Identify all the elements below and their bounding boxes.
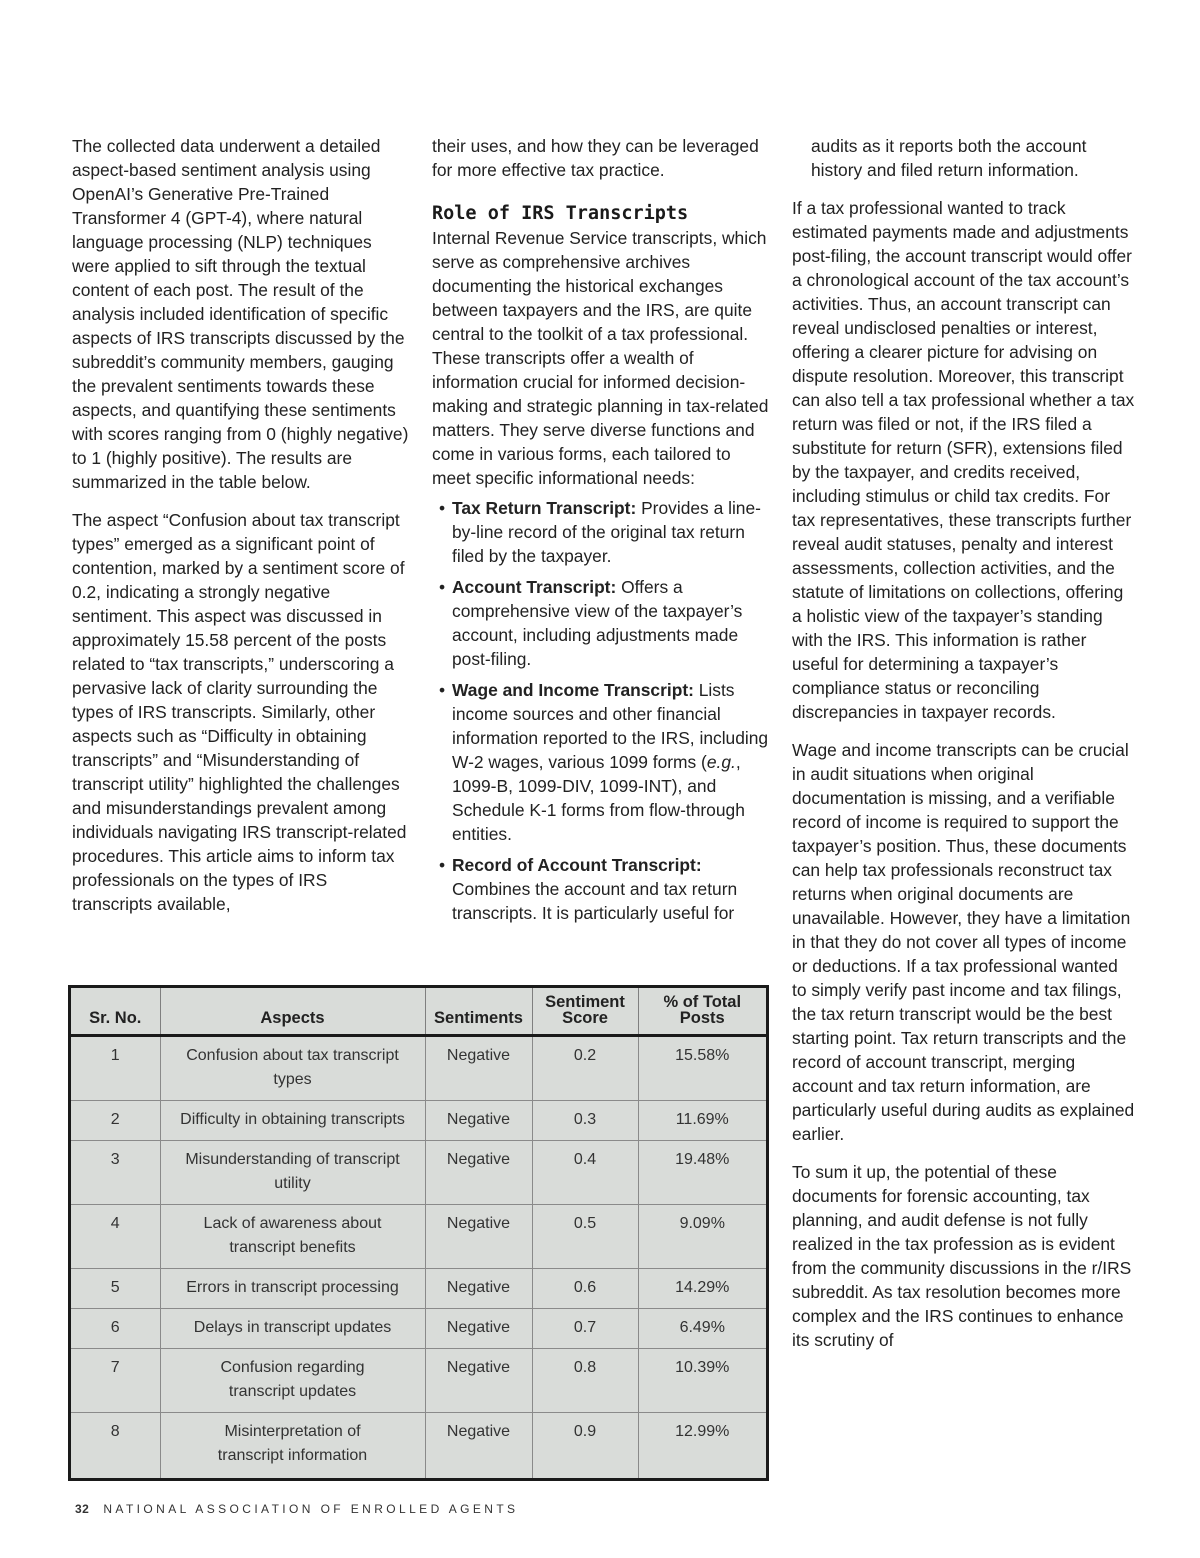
table-cell: Difficulty in obtaining transcripts (160, 1101, 425, 1141)
table-cell: Negative (425, 1101, 532, 1141)
list-item-italic: e.g. (706, 752, 736, 772)
table-cell: 3 (71, 1141, 160, 1205)
table-row (71, 1205, 766, 1269)
body-paragraph: The collected data underwent a detailed aspect-based sentiment analysis using OpenAI’s Generative Pre-Trained Transformer 4 (GPT-4), where natural language processing (NLP) techniques were applied to sift through the textual content of each post. The result of the analysis included identification of specific aspects of IRS transcripts discussed by the subreddit’s community members, gauging the prevalent sentiments towards these aspects, and quantifying these sentiments with scores ranging from 0 (highly negative) to 1 (highly positive). The results are summarized in the table below. (72, 136, 409, 492)
table-cell: Lack of awareness about transcript benefits (160, 1205, 425, 1269)
table-cell: Negative (425, 1349, 532, 1413)
table-cell: Errors in transcript processing (160, 1269, 425, 1309)
sentiment-table-grid (71, 988, 766, 1478)
list-item-term: Record of Account Transcript: (452, 855, 702, 875)
table-row (71, 1309, 766, 1349)
table-cell: Negative (425, 1141, 532, 1205)
table-cell: 4 (71, 1205, 160, 1269)
table-header-row (71, 988, 766, 1036)
table-cell: Negative (425, 1036, 532, 1101)
table-cell: 19.48% (638, 1141, 766, 1205)
table-row (71, 1036, 766, 1101)
table-cell: 10.39% (638, 1349, 766, 1413)
list-item (432, 496, 774, 568)
table-row (71, 1413, 766, 1479)
table-cell: 7 (71, 1349, 160, 1413)
table-cell: 0.9 (532, 1413, 638, 1479)
body-paragraph: To sum it up, the potential of these documents for forensic accounting, tax planning, and audit defense is not fully realized in the tax profession as is evident from the community discussions in the r/IRS subreddit. As tax resolution becomes more complex and the IRS continues to enhance its scrutiny of (792, 1162, 1132, 1350)
table-cell: 6 (71, 1309, 160, 1349)
column-1 (72, 134, 412, 930)
list-item-text: Lists income sources and other financial information reported to the IRS, including W-2 wages, various 1099 forms ( (452, 680, 769, 772)
table-cell: 0.4 (532, 1141, 638, 1205)
bullet-icon: • (439, 855, 446, 875)
table-row (71, 1141, 766, 1205)
column-header: Sr. No. (71, 988, 160, 1036)
body-paragraph: If a tax professional wanted to track estimated payments made and adjustments post-filing, the account transcript would offer a chronological account of the tax account’s activities. Thus, an account transcript can reveal undisclosed penalties or interest, offering a clearer picture for advising on dispute resolution. Moreover, this transcript can also tell a tax professional whether a tax return was filed or not, if the IRS filed a substitute for return (SFR), extensions filed by the taxpayer, and credits received, including stimulus or child tax credits. For tax representatives, these transcripts further reveal audit statuses, penalty and interest assessments, collection activities, and the statute of limitations on collections, offering a holistic view of the taxpayer’s standing with the IRS. This information is rather useful for determining a taxpayer’s compliance status or reconciling discrepancies in taxpayer records. (792, 198, 1135, 722)
table-cell: Negative (425, 1269, 532, 1309)
list-item (432, 575, 774, 671)
body-paragraph: Wage and income transcripts can be crucial in audit situations when original documentation is missing, and a verifiable record of income is required to support the taxpayer’s position. Thus, these documents can help tax professionals reconstruct tax returns when original documents are unavailable. However, they have a limitation in that they do not cover all types of income or deductions. If a tax professional wanted to simply verify past income and tax filings, the tax return transcript would be the best starting point. Tax return transcripts and the record of account transcript, merging account and tax return information, are particularly useful during audits as explained earlier. (792, 740, 1135, 1144)
bullet-icon: • (439, 680, 446, 700)
table-cell: 1 (71, 1036, 160, 1101)
bullet-icon: • (439, 577, 446, 597)
table-cell: 15.58% (638, 1036, 766, 1101)
bullet-icon: • (439, 498, 446, 518)
table-cell: Confusion about tax transcript types (160, 1036, 425, 1101)
table-cell: 12.99% (638, 1413, 766, 1479)
column-3 (792, 134, 1137, 1366)
list-item-term: Wage and Income Transcript: (452, 680, 694, 700)
table-cell: Misunderstanding of transcript utility (160, 1141, 425, 1205)
table-cell: 0.5 (532, 1205, 638, 1269)
table-cell: 11.69% (638, 1101, 766, 1141)
transcript-type-list (432, 496, 774, 925)
table-cell: 0.6 (532, 1269, 638, 1309)
section-heading: Role of IRS Transcripts (432, 203, 689, 224)
publication-name: NATIONAL ASSOCIATION OF ENROLLED AGENTS (103, 1502, 519, 1516)
column-header: Aspects (160, 988, 425, 1036)
table-cell: 0.2 (532, 1036, 638, 1101)
list-item-text: Combines the account and tax return transcripts. It is particularly useful for (452, 879, 738, 923)
list-item-text: , 1099-B, 1099-DIV, 1099-INT), and Schedule K-1 forms from flow-through entities. (452, 752, 745, 844)
table-cell: Negative (425, 1413, 532, 1479)
column-header: % of Total Posts (638, 988, 766, 1036)
list-item (432, 678, 774, 846)
list-item-term: Account Transcript: (452, 577, 617, 597)
table-cell: Confusion regarding transcript updates (160, 1349, 425, 1413)
list-item-text: Provides a line-by-line record of the original tax return filed by the taxpayer. (452, 498, 761, 566)
table-cell: 6.49% (638, 1309, 766, 1349)
list-item-text: Offers a comprehensive view of the taxpayer’s account, including adjustments made post-filing. (452, 577, 743, 669)
body-paragraph: audits as it reports both the account history and filed return information. (811, 136, 1087, 180)
table-row (71, 1269, 766, 1309)
table-row (71, 1349, 766, 1413)
page-footer (75, 1502, 518, 1516)
column-2 (432, 134, 774, 932)
sentiment-table (68, 985, 769, 1481)
table-row (71, 1101, 766, 1141)
list-item-term: Tax Return Transcript: (452, 498, 637, 518)
table-cell: Negative (425, 1205, 532, 1269)
table-cell: 0.8 (532, 1349, 638, 1413)
list-item (432, 853, 774, 925)
body-paragraph: their uses, and how they can be leveraged for more effective tax practice. (432, 136, 759, 180)
column-header: Sentiment Score (532, 988, 638, 1036)
table-cell: 14.29% (638, 1269, 766, 1309)
table-cell: Negative (425, 1309, 532, 1349)
page-number: 32 (75, 1502, 90, 1516)
table-cell: 0.7 (532, 1309, 638, 1349)
table-cell: 8 (71, 1413, 160, 1479)
table-cell: 0.3 (532, 1101, 638, 1141)
table-cell: 5 (71, 1269, 160, 1309)
table-cell: 2 (71, 1101, 160, 1141)
body-paragraph: The aspect “Confusion about tax transcript types” emerged as a significant point of contention, marked by a sentiment score of 0.2, indicating a strongly negative sentiment. This aspect was discussed in approximately 15.58 percent of the posts related to “tax transcripts,” underscoring a pervasive lack of clarity surrounding the types of IRS transcripts. Similarly, other aspects such as “Difficulty in obtaining transcripts” and “Misunderstanding of transcript utility” highlighted the challenges and misunderstandings prevalent among individuals navigating IRS transcript-related procedures. This article aims to inform tax professionals on the types of IRS transcripts available, (72, 510, 407, 914)
column-header: Sentiments (425, 988, 532, 1036)
body-paragraph: Internal Revenue Service transcripts, which serve as comprehensive archives documenting the historical exchanges between taxpayers and the IRS, are quite central to the toolkit of a tax professional. These transcripts offer a wealth of information crucial for informed decision-making and strategic planning in tax-related matters. They serve diverse functions and come in various forms, each tailored to meet specific informational needs: (432, 228, 769, 488)
table-cell: Misinterpretation of transcript information (160, 1413, 425, 1479)
table-cell: Delays in transcript updates (160, 1309, 425, 1349)
table-cell: 9.09% (638, 1205, 766, 1269)
